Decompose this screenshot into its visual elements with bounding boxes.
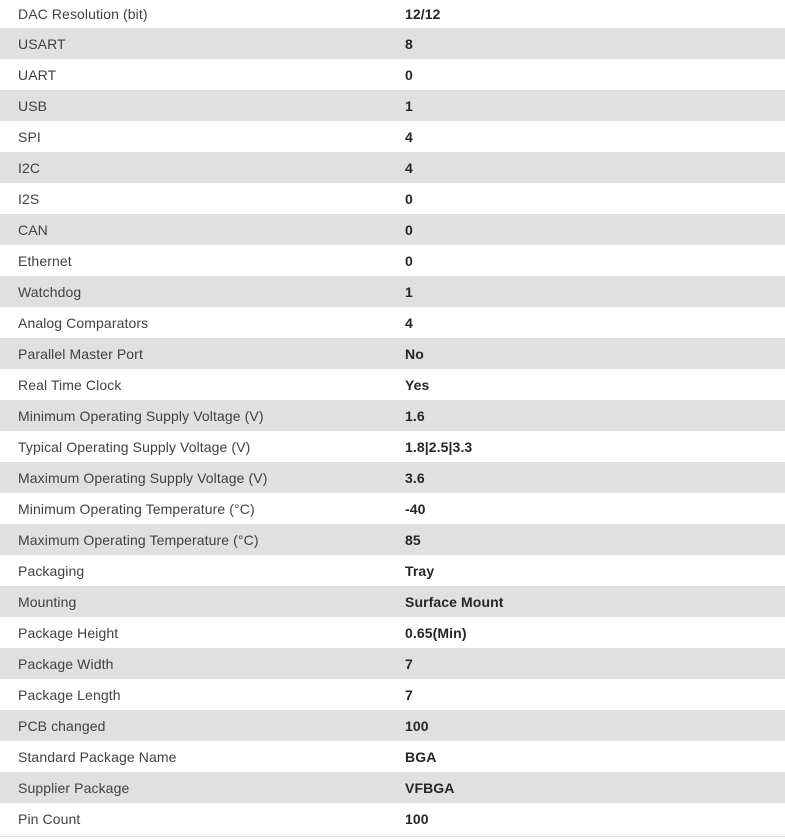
spec-value: 1 [405,283,413,300]
table-row [0,369,785,400]
spec-value: 0.65(Min) [405,624,467,641]
spec-label: Ethernet [18,252,72,269]
spec-label: Minimum Operating Temperature (°C) [18,500,255,517]
table-row [0,555,785,586]
spec-value: VFBGA [405,779,455,796]
table-row [0,121,785,152]
spec-value: 8 [405,35,413,52]
table-row [0,648,785,679]
table-row [0,307,785,338]
spec-label: Package Length [18,686,121,703]
spec-label: Standard Package Name [18,748,177,765]
spec-label: Maximum Operating Supply Voltage (V) [18,469,268,486]
spec-value: 0 [405,252,413,269]
spec-value: 100 [405,717,429,734]
table-row [0,586,785,617]
table-row [0,741,785,772]
table-row [0,338,785,369]
table-row [0,214,785,245]
spec-value: 1 [405,97,413,114]
spec-value: 0 [405,190,413,207]
table-row [0,462,785,493]
spec-value: BGA [405,748,437,765]
spec-label: Packaging [18,562,85,579]
spec-label: Maximum Operating Temperature (°C) [18,531,259,548]
spec-label: I2S [18,190,40,207]
table-row [0,90,785,121]
spec-value: Tray [405,562,435,579]
spec-label: DAC Resolution (bit) [18,6,148,22]
spec-value: Surface Mount [405,593,504,610]
table-row [0,493,785,524]
table-bottom-strip [0,834,785,839]
spec-label: Supplier Package [18,779,130,796]
spec-value: 3.6 [405,469,425,486]
spec-label: Typical Operating Supply Voltage (V) [18,438,251,455]
spec-label: Analog Comparators [18,314,149,331]
table-row [0,710,785,741]
spec-value: -40 [405,500,426,517]
spec-label: SPI [18,128,41,145]
spec-value: Yes [405,376,430,393]
table-row [0,152,785,183]
spec-value: 4 [405,314,413,331]
spec-value: 12/12 [405,6,441,22]
table-row [0,524,785,555]
spec-label: Package Width [18,655,114,672]
spec-value: 100 [405,810,429,827]
spec-value: 4 [405,159,413,176]
table-row [0,0,785,28]
table-row [0,803,785,834]
table-row [0,28,785,59]
spec-value: 0 [405,66,413,83]
spec-label: USART [18,35,66,52]
spec-label: I2C [18,159,41,176]
spec-value: 0 [405,221,413,238]
table-row [0,183,785,214]
spec-value: 1.6 [405,407,425,424]
table-row [0,772,785,803]
spec-label: UART [18,66,57,83]
table-row [0,59,785,90]
spec-value: No [405,345,424,362]
spec-value: 1.8|2.5|3.3 [405,438,473,455]
table-row [0,400,785,431]
table-row [0,617,785,648]
spec-label: Pin Count [18,810,81,827]
spec-value: 7 [405,686,413,703]
spec-value: 7 [405,655,413,672]
table-row [0,276,785,307]
spec-label: USB [18,97,48,114]
table-row [0,679,785,710]
table-row [0,245,785,276]
bottom-divider-line [0,836,785,837]
spec-value: 4 [405,128,413,145]
spec-label: Minimum Operating Supply Voltage (V) [18,407,264,424]
spec-label: Real Time Clock [18,376,122,393]
spec-label: PCB changed [18,717,106,734]
spec-label: Package Height [18,624,119,641]
spec-value: 85 [405,531,421,548]
spec-label: CAN [18,221,48,238]
spec-label: Parallel Master Port [18,345,143,362]
table-row [0,431,785,462]
spec-label: Mounting [18,593,77,610]
spec-label: Watchdog [18,283,82,300]
